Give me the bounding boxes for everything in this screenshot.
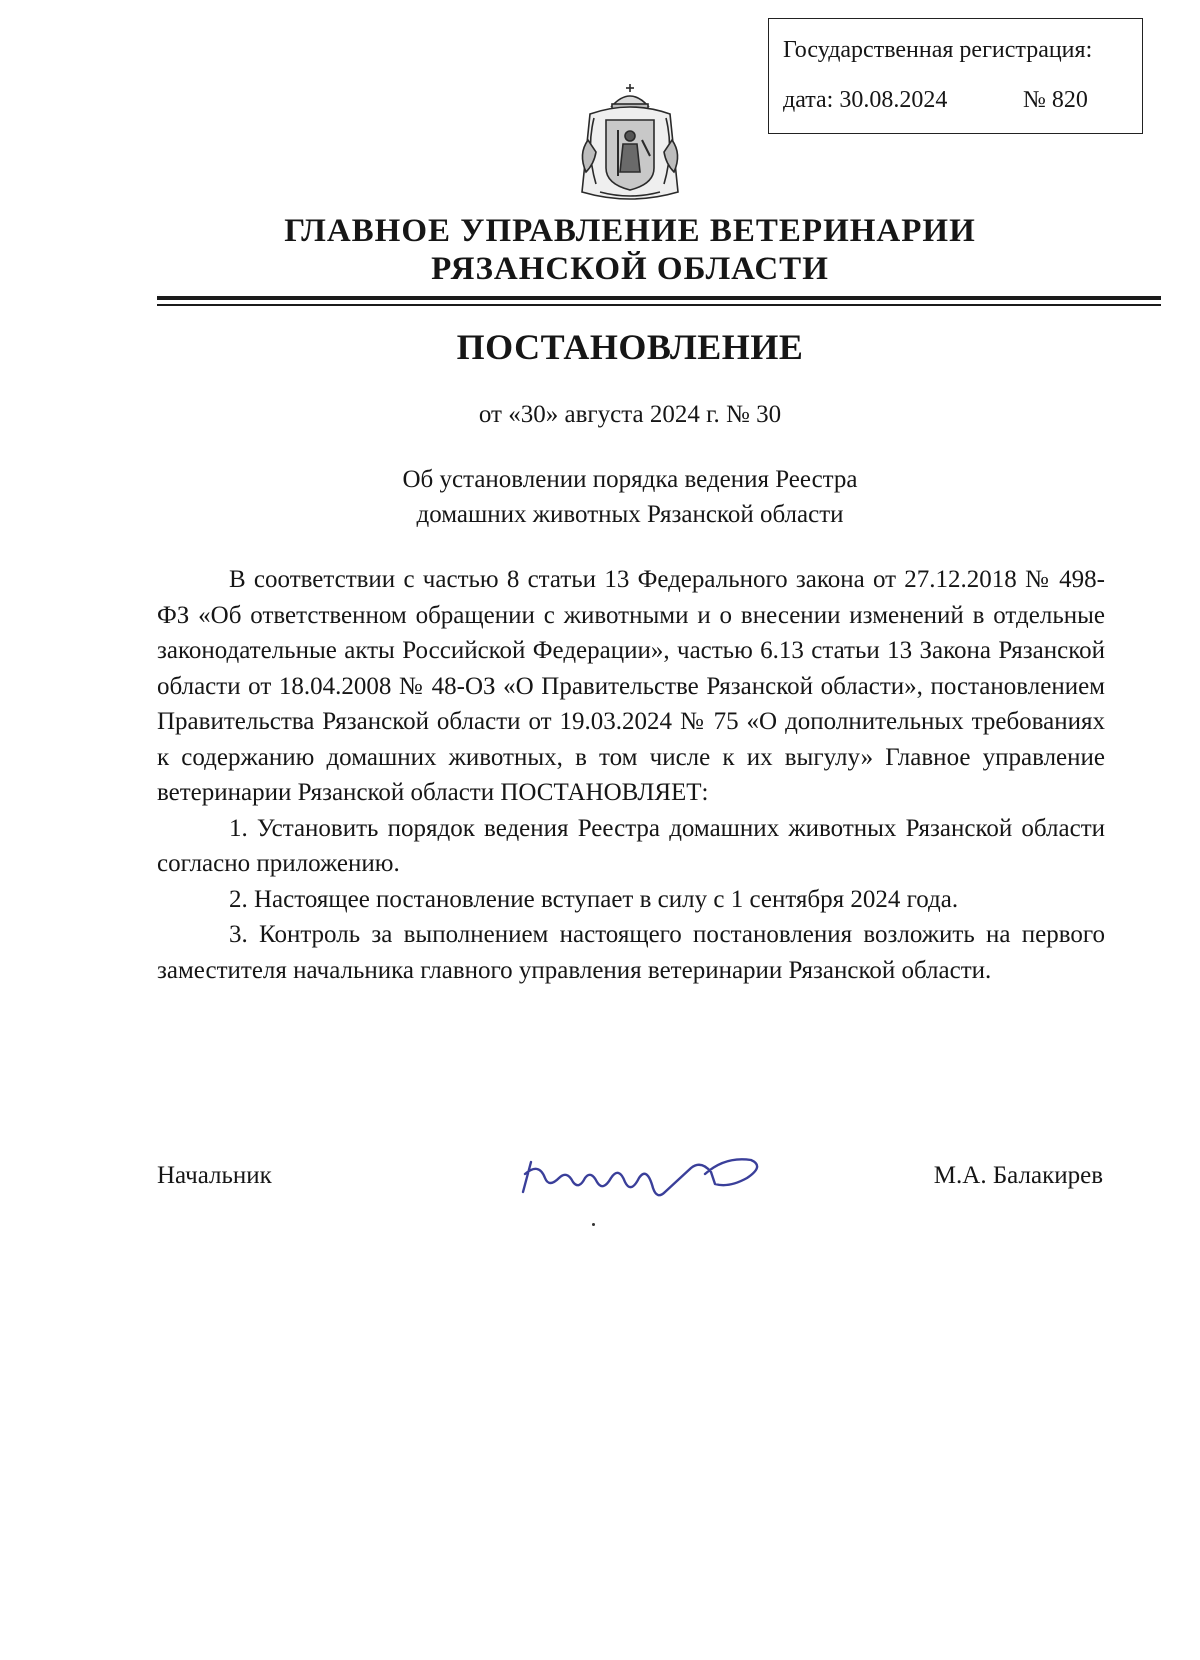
signatory-name: М.А. Балакирев: [933, 1162, 1103, 1189]
registration-number: № 820: [1023, 87, 1088, 113]
registration-stamp: [768, 18, 1143, 134]
resolution-item-2: 2. Настоящее постановление вступает в силу с 1 сентября 2024 года.: [229, 885, 959, 913]
signatory-role: Начальник: [157, 1162, 272, 1189]
subject-line-1: Об установлении порядка ведения Реестра: [402, 466, 858, 493]
organization-name: [0, 212, 1200, 288]
header-thick-rule: [157, 296, 1161, 300]
header-thin-rule: [157, 304, 1161, 306]
subject-line-2: домашних животных Рязанской области: [416, 501, 844, 528]
coat-of-arms-icon: [560, 80, 700, 210]
resolution-item-3: 3. Контроль за выполнением настоящего постановления возложить на первого заместителя начальника главного управления ветеринарии Рязанской области.: [157, 921, 1105, 984]
organization-line-1: ГЛАВНОЕ УПРАВЛЕНИЕ ВЕТЕРИНАРИИ: [284, 213, 976, 249]
handwritten-signature: [515, 1148, 775, 1204]
registration-date: дата: 30.08.2024: [783, 87, 948, 113]
document-date-number: от «30» августа 2024 г. № 30: [478, 401, 782, 428]
resolution-item-1: 1. Установить порядок ведения Реестра домашних животных Рязанской области согласно приложению.: [157, 814, 1105, 877]
preamble-paragraph: В соответствии с частью 8 статьи 13 Федерального закона от 27.12.2018 № 498-ФЗ «Об ответственном обращении с животными и о внесении изменений в отдельные законодательные акты Российской Федерации», частью 6.13 статьи 13 Закона Рязанской области от 18.04.2008 № 48-ОЗ «О Правительстве Рязанской области», постановлением Правительства Рязанской области от 19.03.2024 № 75 «О дополнительных требованиях к содержанию домашних животных, в том числе к их выгулу» Главное управление ветеринарии Рязанской области ПОСТАНОВЛЯЕТ:: [157, 566, 1105, 806]
organization-line-2: РЯЗАНСКОЙ ОБЛАСТИ: [431, 251, 829, 287]
document-subject: [0, 462, 1200, 532]
document-type: ПОСТАНОВЛЕНИЕ: [456, 327, 804, 367]
ink-dot: [592, 1223, 595, 1226]
document-body: [157, 562, 1105, 988]
registration-title: Государственная регистрация:: [783, 37, 1093, 63]
